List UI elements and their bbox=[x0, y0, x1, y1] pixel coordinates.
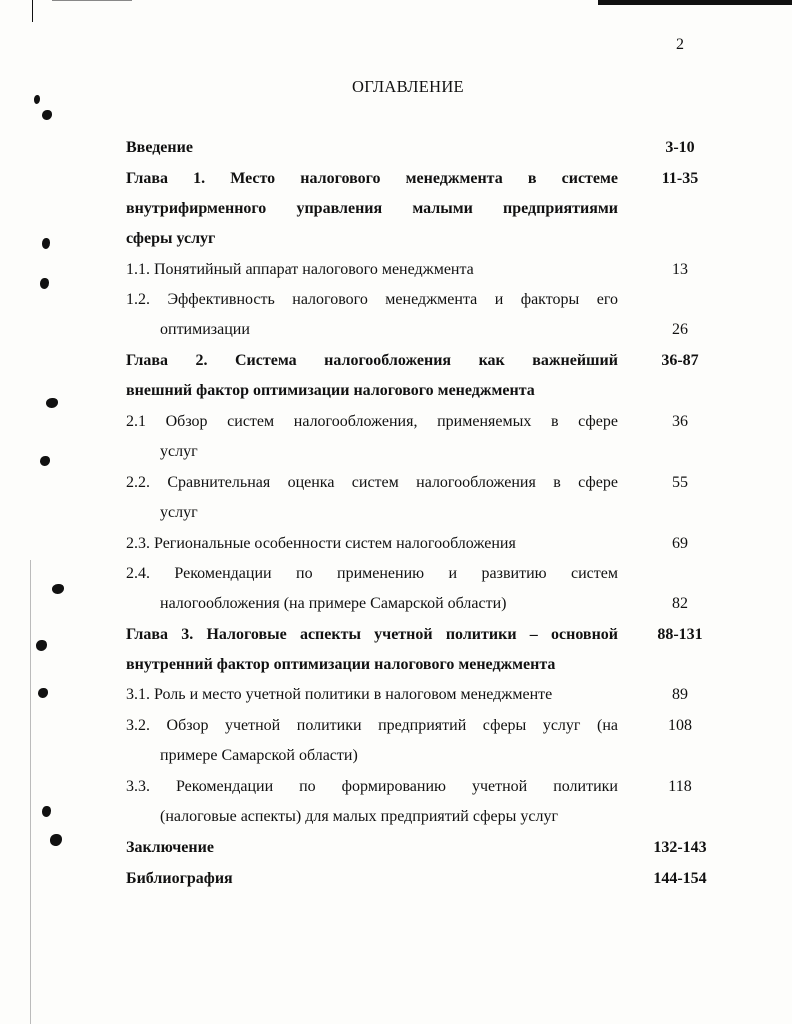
toc-ch1-title-line: Глава 1. Место налогового менеджмента в системе bbox=[126, 170, 618, 187]
toc-ch2-pages: 36-87 bbox=[661, 352, 699, 369]
toc-heading: ОГЛАВЛЕНИЕ bbox=[352, 77, 464, 96]
binding-mark bbox=[36, 640, 47, 651]
toc-s1-2-line: 1.2. Эффективность налогового менеджмента и факторы его bbox=[126, 291, 618, 308]
toc-bibliography-label: Библиография bbox=[126, 870, 233, 887]
binding-mark bbox=[50, 834, 62, 846]
toc-s1-2-page: 26 bbox=[672, 321, 688, 338]
toc-conclusion-pages: 132-143 bbox=[653, 839, 707, 856]
toc-ch3-pages: 88-131 bbox=[657, 626, 703, 643]
toc-s3-2-line: примере Самарской области) bbox=[160, 747, 358, 764]
toc-s3-1-label: 3.1. Роль и место учетной политики в налоговом менеджменте bbox=[126, 686, 553, 703]
binding-mark bbox=[40, 278, 49, 289]
binding-mark bbox=[40, 456, 50, 466]
toc-ch1-title-line: внутрифирменного управления малыми предприятиями bbox=[126, 200, 618, 217]
toc-s3-3-page: 118 bbox=[668, 778, 692, 795]
toc-s3-2-line: 3.2. Обзор учетной политики предприятий сферы услуг (на bbox=[126, 717, 618, 734]
toc-s2-1-line: услуг bbox=[160, 443, 198, 460]
binding-mark bbox=[46, 398, 58, 408]
toc-s1-1-label: 1.1. Понятийный аппарат налогового менеджмента bbox=[126, 261, 474, 278]
toc-bibliography-pages: 144-154 bbox=[653, 870, 707, 887]
toc-s3-3-line: 3.3. Рекомендации по формированию учетной политики bbox=[126, 778, 618, 795]
toc-ch1-title-line: сферы услуг bbox=[126, 230, 216, 247]
toc-ch1-pages: 11-35 bbox=[661, 170, 699, 187]
toc-ch2-title-line: внешний фактор оптимизации налогового менеджмента bbox=[126, 382, 535, 399]
toc-s2-2-line: услуг bbox=[160, 504, 198, 521]
toc-s2-1-page: 36 bbox=[672, 413, 688, 430]
toc-ch2-title-line: Глава 2. Система налогообложения как важнейший bbox=[126, 352, 618, 369]
binding-mark bbox=[42, 110, 52, 120]
toc-s2-4-line: 2.4. Рекомендации по применению и развитию систем bbox=[126, 565, 618, 582]
toc-ch3-title-line: внутренний фактор оптимизации налогового менеджмента bbox=[126, 656, 556, 673]
toc-s3-1-page: 89 bbox=[672, 686, 688, 703]
scan-edge-left-lower bbox=[30, 560, 31, 1024]
scan-edge-top bbox=[52, 0, 132, 1]
toc-s2-3-label: 2.3. Региональные особенности систем налогообложения bbox=[126, 535, 516, 552]
binding-mark bbox=[42, 238, 50, 249]
toc-s1-2-line: оптимизации bbox=[160, 321, 250, 338]
toc-conclusion-label: Заключение bbox=[126, 839, 214, 856]
toc-s1-1-page: 13 bbox=[672, 261, 688, 278]
toc-s2-4-page: 82 bbox=[672, 595, 688, 612]
scan-edge-left bbox=[32, 0, 33, 22]
binding-mark bbox=[52, 584, 64, 594]
toc-s2-2-line: 2.2. Сравнительная оценка систем налогообложения в сфере bbox=[126, 474, 618, 491]
page-number: 2 bbox=[676, 36, 684, 53]
scan-edge-top-dark bbox=[598, 0, 792, 5]
binding-mark bbox=[38, 688, 48, 698]
toc-ch3-title-line: Глава 3. Налоговые аспекты учетной политики – основной bbox=[126, 626, 618, 643]
toc-s2-3-page: 69 bbox=[672, 535, 688, 552]
toc-intro-pages: 3-10 bbox=[665, 139, 695, 156]
toc-intro-label: Введение bbox=[126, 139, 193, 156]
toc-s2-1-line: 2.1 Обзор систем налогообложения, применяемых в сфере bbox=[126, 413, 618, 430]
toc-s3-2-page: 108 bbox=[668, 717, 692, 734]
toc-s3-3-line: (налоговые аспекты) для малых предприятий сферы услуг bbox=[160, 808, 559, 825]
toc-s2-2-page: 55 bbox=[672, 474, 688, 491]
toc-s2-4-line: налогообложения (на примере Самарской области) bbox=[160, 595, 507, 612]
binding-mark bbox=[42, 806, 51, 817]
